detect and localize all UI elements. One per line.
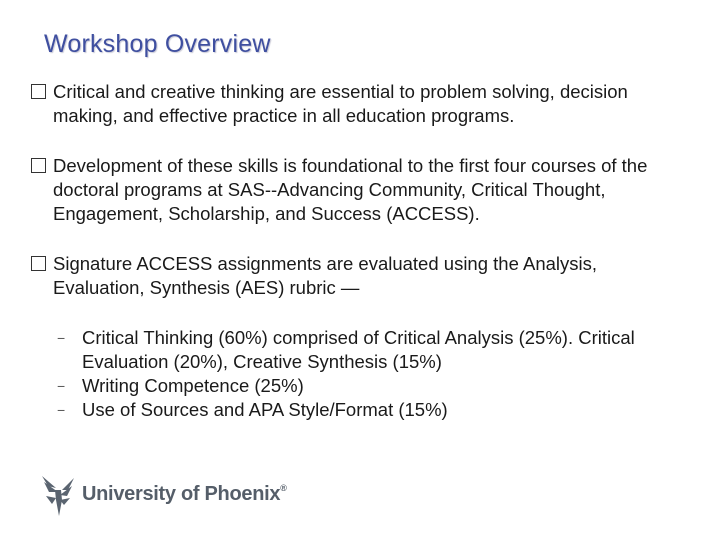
checkbox-bullet-icon	[31, 256, 46, 271]
logo-text: University of Phoenix®	[82, 482, 287, 505]
dash-bullet-icon: −	[57, 330, 66, 346]
sub-bullet-list	[30, 326, 690, 422]
sub-bullet-text: Writing Competence (25%)	[82, 375, 304, 396]
university-logo	[38, 470, 287, 518]
bullet-item	[30, 252, 690, 300]
sub-bullet-item	[30, 398, 690, 422]
dash-bullet-icon: −	[57, 402, 66, 418]
bullet-text: Development of these skills is foundational to the first four courses of the doctoral programs at SAS--Advancing Community, Critical Thought, Engagement, Scholarship, and Success (ACCESS).	[53, 155, 648, 224]
dash-bullet-icon: −	[57, 378, 66, 394]
sub-bullet-text: Critical Thinking (60%) comprised of Critical Analysis (25%). Critical Evaluation (20%), Creative Synthesis (15%)	[82, 327, 635, 372]
bullet-item	[30, 154, 690, 226]
phoenix-icon	[38, 470, 78, 518]
registered-mark: ®	[280, 482, 287, 493]
bullet-text: Signature ACCESS assignments are evaluated using the Analysis, Evaluation, Synthesis (AES) rubric —	[53, 253, 598, 298]
sub-bullet-item	[30, 326, 690, 374]
slide-title: Workshop Overview	[44, 30, 271, 58]
checkbox-bullet-icon	[31, 84, 46, 99]
sub-bullet-text: Use of Sources and APA Style/Format (15%)	[82, 399, 448, 420]
bullet-item	[30, 80, 690, 128]
sub-bullet-item	[30, 374, 690, 398]
checkbox-bullet-icon	[31, 158, 46, 173]
bullet-text: Critical and creative thinking are essential to problem solving, decision making, and effective practice in all education programs.	[53, 81, 628, 126]
bullet-list	[30, 80, 690, 422]
